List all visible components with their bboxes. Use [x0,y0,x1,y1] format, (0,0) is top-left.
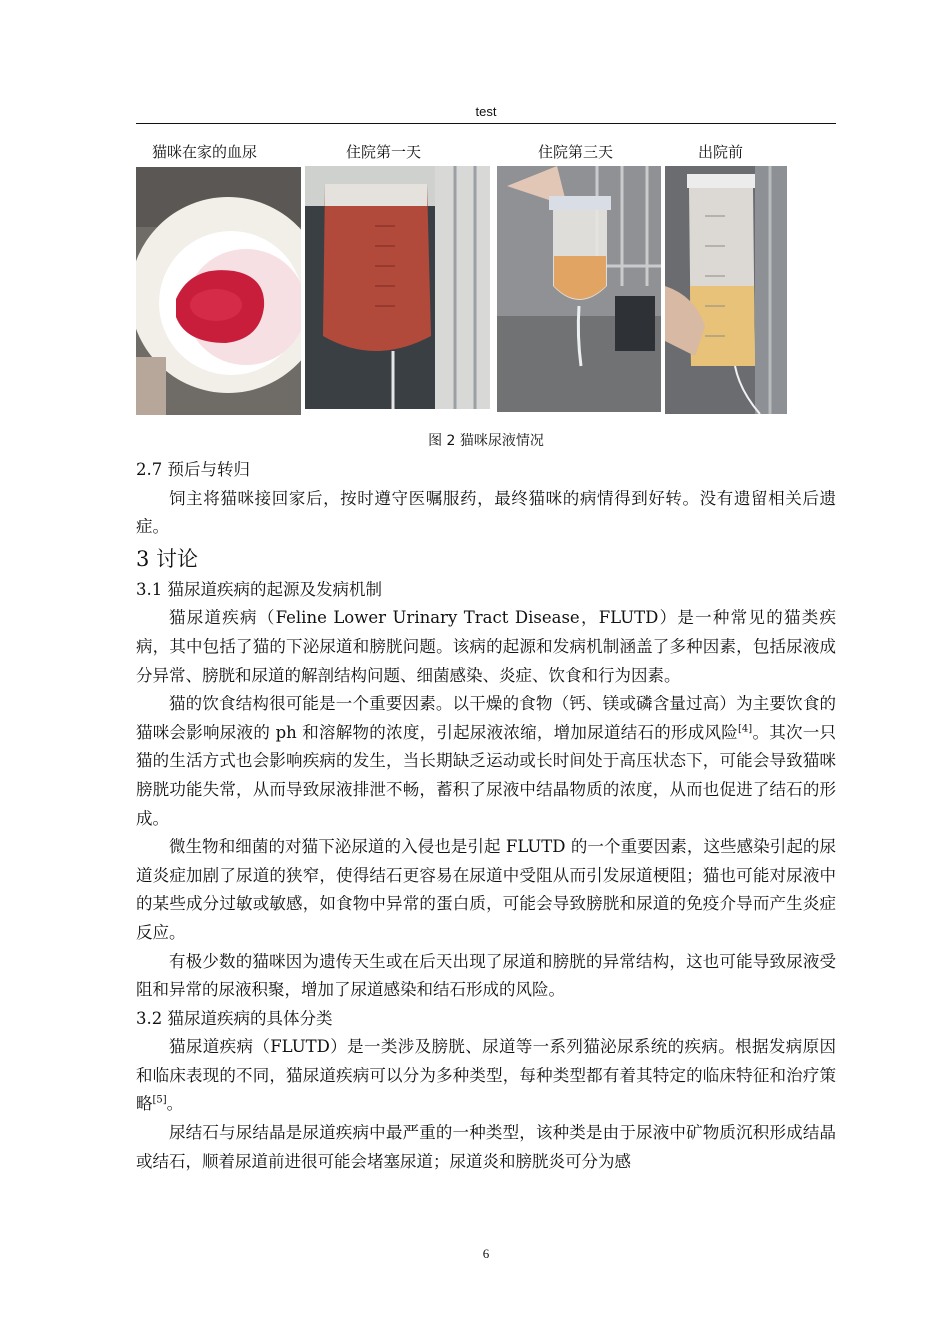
paragraph-3-2-1 [136,1033,836,1119]
section-heading-3-1: 3.1 猫尿道疾病的起源及发病机制 [136,579,382,599]
panel-label-discharge: 出院前 [698,143,744,161]
paragraph-3-2-1-part-a: 猫尿道疾病（FLUTD）是一类涉及膀胱、尿道等一系列猫泌尿系统的疾病。根据发病原因和临床表现的不同，猫尿道疾病可以分为多种类型，每种类型都有着其特定的临床特征和治疗策略 [136,1037,836,1114]
paragraph-3-1-3: 微生物和细菌的对猫下泌尿道的入侵也是引起 FLUTD 的一个重要因素，这些感染引起的尿道炎症加剧了尿道的狭窄，使得结石更容易在尿道中受阻从而引发尿道梗阻；猫也可能对尿液中的某些成分过敏或敏感，如食物中异常的蛋白质，可能会导致膀胱和尿道的免疫介导而产生炎症反应。 [136,837,836,942]
page-number: 6 [482,1246,490,1261]
citation-ref-4: [4] [738,723,753,735]
paragraph-3-1-2-part-b: 。其次一只猫的生活方式也会影响疾病的发生，当长期缺乏运动或长时间处于高压状态下，可能会导致猫咪膀胱功能失常，从而导致尿液排泄不畅，蓄积了尿液中结晶物质的浓度，从而也促进了结石的形成。 [136,722,837,828]
paragraph-3-1-1: 猫尿道疾病（Feline Lower Urinary Tract Disease，FLUTD）是一种常见的猫类疾病，其中包括了猫的下泌尿道和膀胱问题。该病的起源和发病机制涵盖了多种因素，包括尿液成分异常、膀胱和尿道的解剖结构问题、细菌感染、炎症、饮食和行为因素。 [136,608,836,685]
paragraph-3-1-2-part-a: 猫的饮食结构很可能是一个重要因素。以干燥的食物（钙、镁或磷含量过高）为主要饮食的猫咪会影响尿液的 ph 和溶解物的浓度，引起尿液浓缩，增加尿道结石的形成风险 [136,694,836,742]
paragraph-3-2-2: 尿结石与尿结晶是尿道疾病中最严重的一种类型，该种类是由于尿液中矿物质沉积形成结晶或结石，顺着尿道前进很可能会堵塞尿道；尿道炎和膀胱炎可分为感 [136,1123,836,1171]
panel-label-day3: 住院第三天 [538,143,614,161]
header-rule [136,123,836,124]
section-heading-2-7: 2.7 预后与转归 [136,460,250,479]
citation-ref-5: [5] [152,1094,167,1106]
photo-day3-urine-collector [497,166,661,412]
running-header: test [475,104,497,119]
paragraph-3-1-2 [136,690,836,833]
panel-label-home: 猫咪在家的血尿 [152,143,258,161]
paragraph-3-2-1-part-b: 。 [166,1094,184,1114]
paragraph-3-1-4: 有极少数的猫咪因为遗传天生或在后天出现了尿道和膀胱的异常结构，这也可能导致尿液受阻和异常的尿液积聚，增加了尿道感染和结石形成的风险。 [136,951,836,1000]
section-heading-3: 3 讨论 [136,546,199,571]
photo-discharge-urine-bag [665,166,787,414]
photo-home-blood-urine [136,167,301,415]
body-text [136,456,836,1176]
paragraph-2-7-1: 饲主将猫咪接回家后，按时遵守医嘱服药，最终猫咪的病情得到好转。没有遗留相关后遗症。 [136,488,836,537]
figure-caption: 图 2 猫咪尿液情况 [428,433,544,449]
section-heading-3-2: 3.2 猫尿道疾病的具体分类 [136,1008,333,1028]
photo-day1-urine-bag [305,166,490,409]
panel-label-day1: 住院第一天 [346,143,422,161]
